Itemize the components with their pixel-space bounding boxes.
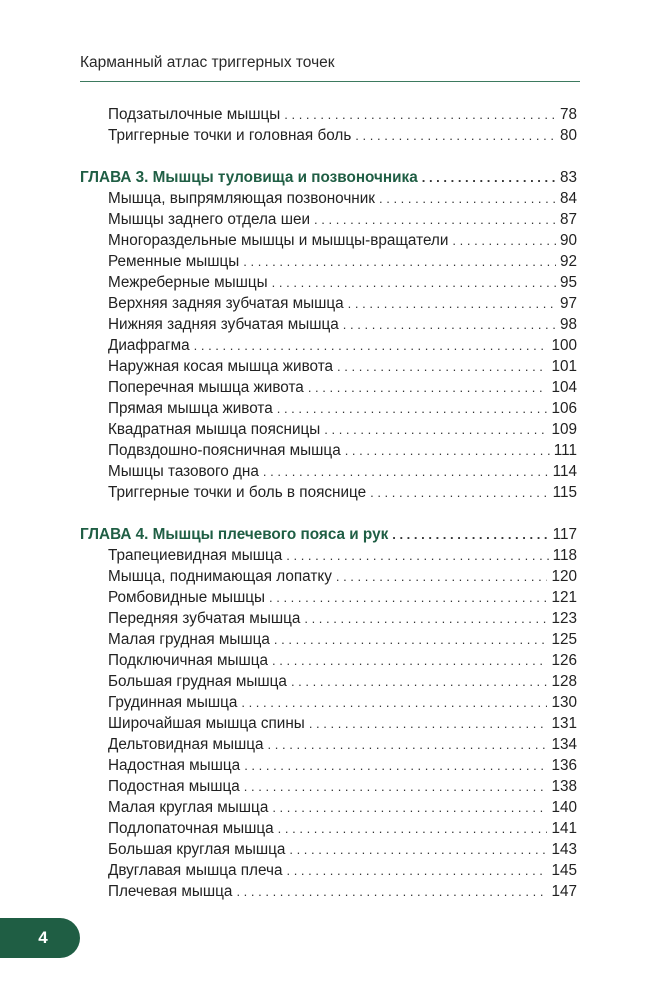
dot-leader <box>278 818 548 839</box>
toc-entry-page: 147 <box>551 883 577 900</box>
toc-entry-title: Подзатылочные мышцы <box>108 106 281 123</box>
toc-entry-title: Поперечная мышца живота <box>108 379 304 396</box>
toc-entry-title: Триггерные точки и боль в пояснице <box>108 484 367 501</box>
toc-entry-title: Верхняя задняя зубчатая мышца <box>108 295 344 312</box>
toc-entry-title: Многораздельные мышцы и мышцы-вращатели <box>108 232 449 249</box>
toc-entry-page: 78 <box>559 106 577 123</box>
toc-entry[interactable] <box>80 461 577 482</box>
page-number-tab: 4 <box>0 918 80 958</box>
chapter-title: ГЛАВА 4. Мышцы плечевого пояса и рук <box>80 526 389 543</box>
dot-leader <box>268 734 548 755</box>
toc-entry-title: Большая круглая мышца <box>108 841 286 858</box>
toc-entry-page: 98 <box>559 316 577 333</box>
toc-entry[interactable] <box>80 839 577 860</box>
dot-leader <box>308 377 548 398</box>
toc-entry-title: Подостная мышца <box>108 778 240 795</box>
table-of-contents <box>80 104 577 902</box>
toc-entry[interactable] <box>80 251 577 272</box>
dot-leader <box>241 692 547 713</box>
toc-entry[interactable] <box>80 125 577 146</box>
toc-entry[interactable] <box>80 482 577 503</box>
toc-entry[interactable] <box>80 314 577 335</box>
dot-leader <box>324 419 547 440</box>
toc-entry[interactable] <box>80 398 577 419</box>
dot-leader <box>274 629 548 650</box>
toc-entry-title: Плечевая мышца <box>108 883 233 900</box>
toc-entry-page: 114 <box>552 463 577 480</box>
dot-leader <box>286 860 547 881</box>
dot-leader <box>194 335 548 356</box>
toc-entry-page: 84 <box>559 190 577 207</box>
toc-entry-title: Мышцы заднего отдела шеи <box>108 211 311 228</box>
toc-entry-page: 101 <box>551 358 577 375</box>
toc-entry-title: Диафрагма <box>108 337 190 354</box>
toc-entry[interactable] <box>80 440 577 461</box>
section-gap <box>80 503 577 524</box>
dot-leader <box>309 713 548 734</box>
dot-leader <box>337 356 547 377</box>
toc-entry-page: 145 <box>551 862 577 879</box>
toc-entry-title: Широчайшая мышца спины <box>108 715 305 732</box>
toc-entry[interactable] <box>80 629 577 650</box>
toc-entry-title: Триггерные точки и головная боль <box>108 127 352 144</box>
toc-entry-page: 120 <box>551 568 577 585</box>
toc-entry-page: 97 <box>559 295 577 312</box>
toc-entry-page: 109 <box>551 421 577 438</box>
dot-leader <box>272 797 547 818</box>
toc-entry-page: 106 <box>551 400 577 417</box>
dot-leader <box>348 293 556 314</box>
toc-entry-page: 87 <box>559 211 577 228</box>
toc-entry[interactable] <box>80 797 577 818</box>
toc-entry-title: Передняя зубчатая мышца <box>108 610 301 627</box>
toc-entry[interactable] <box>80 566 577 587</box>
toc-entry-page: 115 <box>552 484 577 501</box>
dot-leader <box>314 209 556 230</box>
toc-entry-title: Наружная косая мышца живота <box>108 358 334 375</box>
toc-entry-page: 130 <box>551 694 577 711</box>
toc-entry[interactable] <box>80 272 577 293</box>
toc-entry-title: Подлопаточная мышца <box>108 820 274 837</box>
toc-entry-title: Надостная мышца <box>108 757 241 774</box>
toc-entry-title: Квадратная мышца поясницы <box>108 421 321 438</box>
toc-entry-page: 95 <box>559 274 577 291</box>
section-gap <box>80 146 577 167</box>
toc-entry[interactable] <box>80 713 577 734</box>
toc-entry-title: Мышцы тазового дна <box>108 463 259 480</box>
toc-entry-title: Подвздошно-поясничная мышца <box>108 442 341 459</box>
toc-entry[interactable] <box>80 881 577 902</box>
dot-leader <box>236 881 547 902</box>
toc-entry-title: Ременные мышцы <box>108 253 240 270</box>
toc-entry[interactable] <box>80 755 577 776</box>
dot-leader <box>286 545 548 566</box>
toc-entry[interactable] <box>80 860 577 881</box>
dot-leader <box>272 650 547 671</box>
toc-entry[interactable] <box>80 734 577 755</box>
dot-leader <box>244 755 547 776</box>
toc-entry-page: 126 <box>551 652 577 669</box>
toc-entry[interactable] <box>80 356 577 377</box>
toc-entry-page: 118 <box>552 547 577 564</box>
toc-entry-title: Мышца, выпрямляющая позвоночник <box>108 190 375 207</box>
toc-entry-page: 100 <box>551 337 577 354</box>
dot-leader <box>263 461 549 482</box>
chapter-3-heading[interactable] <box>80 167 577 188</box>
toc-entry-title: Малая грудная мышца <box>108 631 270 648</box>
toc-entry[interactable] <box>80 104 577 125</box>
toc-entry-title: Подключичная мышца <box>108 652 269 669</box>
running-header: Карманный атлас триггерных точек <box>80 54 335 71</box>
toc-entry-title: Нижняя задняя зубчатая мышца <box>108 316 339 333</box>
toc-entry-title: Ромбовидные мышцы <box>108 589 265 606</box>
chapter-page: 83 <box>559 169 577 186</box>
toc-entry-title: Мышца, поднимающая лопатку <box>108 568 332 585</box>
toc-entry-title: Большая грудная мышца <box>108 673 287 690</box>
toc-entry[interactable] <box>80 692 577 713</box>
dot-leader <box>244 776 548 797</box>
chapter-page: 117 <box>552 526 577 543</box>
toc-entry-page: 111 <box>553 442 577 459</box>
toc-entry-page: 131 <box>551 715 577 732</box>
toc-entry-page: 134 <box>551 736 577 753</box>
dot-leader <box>343 314 556 335</box>
toc-entry-page: 90 <box>559 232 577 249</box>
dot-leader <box>345 440 550 461</box>
toc-entry-page: 141 <box>551 820 577 837</box>
toc-entry[interactable] <box>80 776 577 797</box>
dot-leader <box>304 608 547 629</box>
toc-entry-page: 143 <box>551 841 577 858</box>
toc-entry-page: 140 <box>551 799 577 816</box>
dot-leader <box>370 482 549 503</box>
dot-leader <box>284 104 556 125</box>
toc-entry[interactable] <box>80 209 577 230</box>
toc-entry-title: Двуглавая мышца плеча <box>108 862 283 879</box>
dot-leader <box>289 839 547 860</box>
toc-entry-title: Межреберные мышцы <box>108 274 268 291</box>
toc-entry-title: Малая круглая мышца <box>108 799 269 816</box>
dot-leader <box>355 125 556 146</box>
toc-entry-page: 136 <box>551 757 577 774</box>
dot-leader <box>291 671 548 692</box>
toc-entry-page: 125 <box>551 631 577 648</box>
toc-entry-title: Трапециевидная мышца <box>108 547 283 564</box>
toc-entry[interactable] <box>80 545 577 566</box>
chapter-3-entries <box>80 188 577 503</box>
chapter-4-entries <box>80 545 577 902</box>
dot-leader <box>277 398 548 419</box>
dot-leader <box>422 167 556 188</box>
toc-entry-page: 123 <box>551 610 577 627</box>
header-rule <box>80 81 580 82</box>
dot-leader <box>452 230 556 251</box>
toc-entry-page: 121 <box>551 589 577 606</box>
toc-entry[interactable] <box>80 671 577 692</box>
toc-entry-title: Прямая мышца живота <box>108 400 273 417</box>
toc-entry[interactable] <box>80 419 577 440</box>
toc-entry[interactable] <box>80 818 577 839</box>
dot-leader <box>269 587 547 608</box>
toc-entry[interactable] <box>80 377 577 398</box>
toc-entry[interactable] <box>80 650 577 671</box>
chapter-4-heading[interactable] <box>80 524 577 545</box>
toc-entry-page: 104 <box>551 379 577 396</box>
toc-entry[interactable] <box>80 608 577 629</box>
dot-leader <box>272 272 556 293</box>
toc-entry-page: 92 <box>559 253 577 270</box>
toc-entry-page: 128 <box>551 673 577 690</box>
toc-entry[interactable] <box>80 188 577 209</box>
toc-entry-title: Грудинная мышца <box>108 694 238 711</box>
toc-entry[interactable] <box>80 293 577 314</box>
toc-entry[interactable] <box>80 230 577 251</box>
dot-leader <box>392 524 548 545</box>
dot-leader <box>243 251 556 272</box>
toc-entry[interactable] <box>80 587 577 608</box>
chapter-title: ГЛАВА 3. Мышцы туловища и позвоночника <box>80 169 418 186</box>
toc-entry-page: 138 <box>551 778 577 795</box>
dot-leader <box>379 188 556 209</box>
toc-entry-page: 80 <box>559 127 577 144</box>
toc-entry[interactable] <box>80 335 577 356</box>
dot-leader <box>336 566 548 587</box>
toc-entry-title: Дельтовидная мышца <box>108 736 264 753</box>
